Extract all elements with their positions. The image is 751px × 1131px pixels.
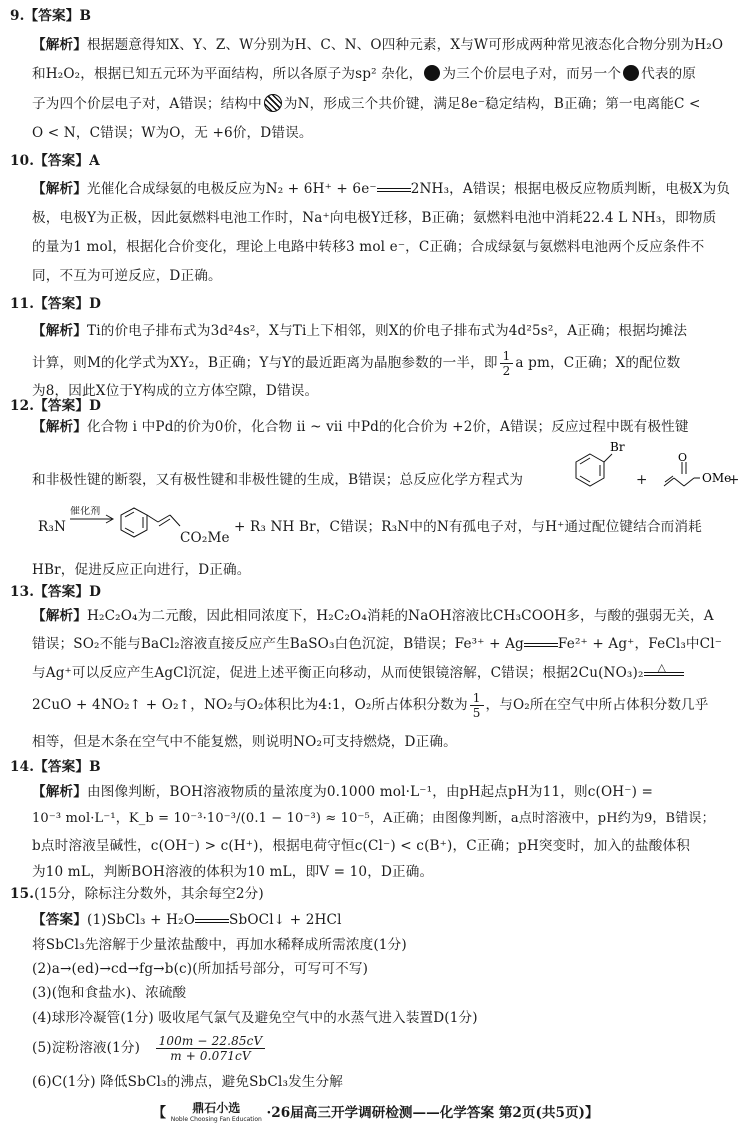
q15-line: (3)(饱和食盐水)、浓硫酸 [32, 985, 187, 1001]
q15-line: (5)淀粉溶液(1分) $\frac{100m - 22.85cV}{m + 0.071cV}$ [32, 1030, 737, 1068]
fraction: $\frac{1}{5}$ [470, 691, 484, 720]
q11-explanation-line: 【解析】Ti的价电子排布式为3d²4s²，X与Ti上下相邻，则X的价电子排布式为4d²5s²，A正确；根据均摊法 [32, 323, 688, 339]
q9-line: O < N，C错误；W为O，无 +6价，D错误。 [32, 125, 313, 141]
q13-line: 相等，但是木条在空气中不能复燃，则说明NO₂可支持燃烧，D正确。 [32, 734, 457, 750]
q10-line: 极，电极Y为正极，因此氨燃料电池工作时，Na⁺向电极Y迁移，B正确；氨燃料电池中消耗22.4 L NH₃，即物质 [32, 210, 717, 226]
r3n-label: R₃N [38, 519, 67, 535]
q10-answer-line: 10.【答案】A [10, 153, 100, 169]
q15-line: 将SbCl₃先溶解于少量浓盐酸中，再加水稀释成所需浓度(1分) [32, 937, 407, 953]
q12-line: HBr，促进反应正向进行，D正确。 [32, 562, 251, 578]
bromine-label: Br [610, 440, 625, 454]
q14-line: b点时溶液呈碱性，c(OH⁻) > c(H⁺)，根据电荷守恒c(Cl⁻) < c(B⁺)，C正确；pH突变时，加入的盐酸体积 [32, 838, 691, 854]
page-footer: 【 鼎石小选 Noble Choosing Fan Education ·26届高三开学调研检测——化学答案 第2页(共5页)】 [0, 1101, 751, 1126]
black-atom-icon [424, 65, 440, 81]
q14-answer-line: 14.【答案】B [10, 759, 101, 775]
q10-explanation-line: 【解析】光催化合成绿氨的电极反应为N₂ + 6H⁺ + 6e⁻ 2NH₃，A错误；根据电极反应物质判断，电极X为负 [32, 181, 731, 197]
fraction: $\frac{1}{2}$ [500, 349, 514, 378]
plus-sign: + [728, 472, 740, 488]
q12-answer-line: 12.【答案】D [10, 398, 102, 414]
fraction: $\frac{100m - 22.85cV}{m + 0.071cV}$ [156, 1034, 266, 1063]
brand-logo: 鼎石小选 Noble Choosing Fan Education [170, 1100, 262, 1123]
q11-line: 计算，则M的化学式为XY₂，B正确；Y与Y的最近距离为晶胞参数的一半，即 $\frac{1}{2}$ a pm，C正确；X的配位数 [32, 349, 681, 378]
q12-line: 和非极性键的断裂，又有极性键和非极性键的生成，B错误；总反应化学方程式为 [32, 472, 524, 488]
q10-line: 同，不互为可逆反应，D正确。 [32, 268, 222, 284]
catalyst-label: 催化剂 [70, 506, 101, 517]
q15-answer-line: 【答案】(1)SbCl₃ + H₂O SbOCl↓ + 2HCl [32, 912, 342, 928]
q13-line: 错误；SO₂不能与BaCl₂溶液直接反应产生BaSO₃白色沉淀，B错误；Fe³⁺ + Ag Fe²⁺ + Ag⁺，FeCl₃中Cl⁻ [32, 636, 723, 652]
q11-answer-line: 11.【答案】D [10, 296, 102, 312]
reaction-arrow-icon [68, 512, 118, 526]
q9-answer-line: 9.【答案】B [10, 8, 92, 24]
bromobenzene-structure [570, 440, 630, 495]
q9-line: 和H₂O₂，根据已知五元环为平面结构，所以各原子为sp² 杂化， 为三个价层电子对，而另一个 代表的原 [32, 66, 697, 82]
ome-label: OMe [702, 471, 732, 485]
q13-line: 2CuO + 4NO₂↑ + O₂↑，NO₂与O₂体积比为4:1，O₂所占体积分数为 $\frac{1}{5}$ ，与O₂所在空气中所占体积分数几乎 [32, 691, 709, 720]
q15-line: (6)C(1分) 降低SbCl₃的沸点，避免SbCl₃发生分解 [32, 1074, 344, 1090]
q15-heading: 15.(15分，除标注分数外，其余每空2分) [10, 886, 264, 902]
q10-line: 的量为1 mol，根据化合价变化，理论上电路中转移3 mol e⁻，C正确；合成绿氨与氨燃料电池两个反应条件不 [32, 239, 705, 255]
q14-line: 为10 mL，判断BOH溶液的体积为10 mL，即V = 10，D正确。 [32, 864, 434, 880]
svg-text:O: O [678, 452, 688, 464]
q12-explanation-line: 【解析】化合物 ⅰ 中Pd的价为0价，化合物 ⅱ ~ ⅶ 中Pd的化合价为 +2价，A错误；反应过程中既有极性键 [32, 419, 689, 435]
q13-answer-line: 13.【答案】D [10, 584, 102, 600]
q9-explanation-line: 【解析】根据题意得知X、Y、Z、W分别为H、C、N、O四种元素，X与W可形成两种常见液态化合物分别为H₂O [32, 37, 724, 53]
q15-line: (2)a→(ed)→cd→fg→b(c)(所加括号部分，可写可不写) [32, 961, 369, 977]
q12-line: + R₃ NH Br，C错误；R₃N中的N有孤电子对，与H⁺通过配位键结合而消耗 [234, 519, 702, 535]
q13-explanation-line: 【解析】H₂C₂O₄为二元酸，因此相同浓度下，H₂C₂O₄消耗的NaOH溶液比CH₃COOH多，与酸的强弱无关，A [32, 608, 714, 624]
q13-line: 与Ag⁺可以反应产生AgCl沉淀，促进上述平衡正向移动，从而使银镜溶解，C错误；根据2Cu(NO₃)₂ △ [32, 663, 737, 683]
q15-line: (4)球形冷凝管(1分) 吸收尾气氯气及避免空气中的水蒸气进入装置D(1分) [32, 1010, 478, 1026]
q14-explanation-line: 【解析】由图像判断，BOH溶液物质的量浓度为0.1000 mol·L⁻¹，由pH起点pH为11，则c(OH⁻) = [32, 784, 654, 800]
q9-line: 子为四个价层电子对，A错误；结构中 为N，形成三个共价键，满足8e⁻稳定结构，B正确；第一电离能C < [32, 96, 701, 112]
q14-line: 10⁻³ mol·L⁻¹，K_b = 10⁻³·10⁻³/(0.1 − 10⁻³) ≈ 10⁻⁵，A正确；由图像判断，a点时溶液中，pH约为9，B错误； [32, 811, 715, 826]
hatched-atom-icon [264, 94, 282, 112]
black-atom-icon [623, 65, 639, 81]
co2me-label: CO₂Me [180, 530, 230, 546]
q11-line: 为8，因此X位于Y构成的立方体空隙，D错误。 [32, 383, 319, 399]
plus-sign: + [636, 472, 648, 488]
